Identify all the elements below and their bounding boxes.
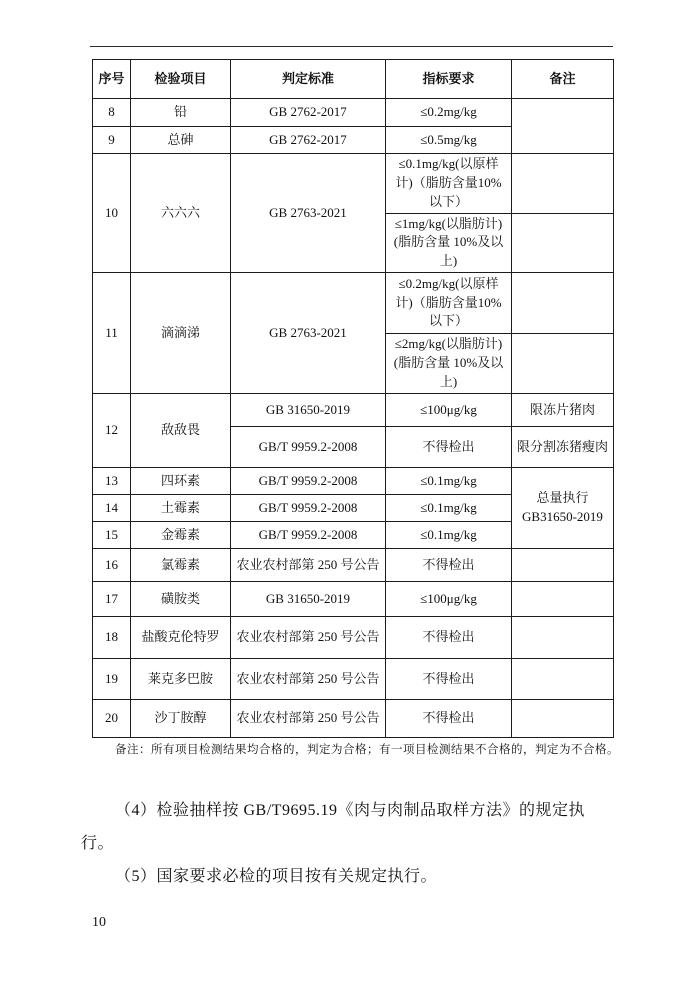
table-row [93,582,614,617]
cell-requirement: 不得检出 [386,700,512,738]
cell-standard: 农业农村部第 250 号公告 [231,617,386,659]
cell-seq: 13 [93,468,131,495]
cell-remark-empty [512,99,614,154]
cell-remark-empty [512,700,614,738]
cell-standard: 农业农村部第 250 号公告 [231,659,386,700]
cell-requirement: ≤0.1mg/kg(以原样计)（脂肪含量10%以下） [386,154,512,214]
cell-item: 土霉素 [131,495,231,522]
cell-standard: GB 31650-2019 [231,394,386,427]
cell-requirement: 不得检出 [386,549,512,582]
cell-remark: 限冻片猪肉 [512,394,614,427]
cell-item: 六六六 [131,154,231,273]
cell-seq: 17 [93,582,131,617]
cell-item: 敌敌畏 [131,394,231,468]
cell-item: 总砷 [131,127,231,154]
cell-seq: 8 [93,99,131,127]
cell-requirement: 不得检出 [386,659,512,700]
header-item: 检验项目 [131,60,231,99]
table-row [93,273,614,334]
cell-remark-empty [512,334,614,394]
table-row [93,154,614,214]
cell-item: 盐酸克伦特罗 [131,617,231,659]
cell-standard: 农业农村部第 250 号公告 [231,700,386,738]
cell-remark-empty [512,213,614,273]
cell-seq: 15 [93,522,131,549]
cell-seq: 16 [93,549,131,582]
table-row [93,659,614,700]
cell-requirement: ≤0.1mg/kg [386,495,512,522]
cell-standard: GB 2762-2017 [231,127,386,154]
header-requirement: 指标要求 [386,60,512,99]
cell-requirement: ≤100μg/kg [386,394,512,427]
header-remark: 备注 [512,60,614,99]
table-row [93,99,614,127]
cell-remark-empty [512,582,614,617]
cell-item: 铅 [131,99,231,127]
cell-standard: GB/T 9959.2-2008 [231,522,386,549]
cell-requirement: ≤0.2mg/kg [386,99,512,127]
paragraph-5: （5）国家要求必检的项目按有关规定执行。 [115,868,438,885]
header-standard: 判定标准 [231,60,386,99]
cell-seq: 14 [93,495,131,522]
table-note: 备注：所有项目检测结果均合格的，判定为合格；有一项目检测结果不合格的，判定为不合格。 [115,744,619,756]
cell-remark: 总量执行GB31650-2019 [512,468,614,549]
paragraph-4: （4）检验抽样按 GB/T9695.19《肉与肉制品取样方法》的规定执行。 [81,802,585,852]
cell-item: 四环素 [131,468,231,495]
cell-standard: GB 2763-2021 [231,154,386,273]
page-number: 10 [92,915,106,930]
cell-standard: GB 2762-2017 [231,99,386,127]
cell-remark-empty [512,617,614,659]
table-row [93,468,614,495]
cell-remark-empty [512,154,614,214]
cell-seq: 10 [93,154,131,273]
cell-requirement: 不得检出 [386,617,512,659]
table-row [93,549,614,582]
cell-seq: 11 [93,273,131,394]
cell-requirement: ≤0.1mg/kg [386,522,512,549]
cell-standard: 农业农村部第 250 号公告 [231,549,386,582]
table-row [93,700,614,738]
cell-standard: GB 2763-2021 [231,273,386,394]
cell-seq: 19 [93,659,131,700]
table-row [93,617,614,659]
cell-item: 沙丁胺醇 [131,700,231,738]
cell-standard: GB/T 9959.2-2008 [231,468,386,495]
table-header-row [93,60,614,99]
body-paragraphs [81,794,614,893]
cell-requirement: 不得检出 [386,427,512,468]
cell-requirement: ≤2mg/kg(以脂肪计)(脂肪含量 10%及以上) [386,334,512,394]
cell-requirement: ≤0.2mg/kg(以原样计)（脂肪含量10%以下） [386,273,512,334]
cell-remark-empty [512,659,614,700]
cell-item: 氯霉素 [131,549,231,582]
cell-item: 滴滴涕 [131,273,231,394]
cell-item: 磺胺类 [131,582,231,617]
cell-standard: GB/T 9959.2-2008 [231,427,386,468]
cell-item: 莱克多巴胺 [131,659,231,700]
cell-remark: 限分割冻猪瘦肉 [512,427,614,468]
cell-remark-empty [512,549,614,582]
header-seq: 序号 [93,60,131,99]
cell-remark-empty [512,273,614,334]
cell-seq: 20 [93,700,131,738]
cell-standard: GB/T 9959.2-2008 [231,495,386,522]
inspection-items-table [92,59,614,738]
cell-seq: 12 [93,394,131,468]
cell-seq: 9 [93,127,131,154]
cell-item: 金霉素 [131,522,231,549]
cell-requirement: ≤1mg/kg(以脂肪计)(脂肪含量 10%及以上) [386,213,512,273]
cell-requirement: ≤0.1mg/kg [386,468,512,495]
cell-requirement: ≤0.5mg/kg [386,127,512,154]
cell-standard: GB 31650-2019 [231,582,386,617]
cell-seq: 18 [93,617,131,659]
table-continuation-rule [90,46,613,47]
table-row [93,394,614,427]
cell-requirement: ≤100μg/kg [386,582,512,617]
